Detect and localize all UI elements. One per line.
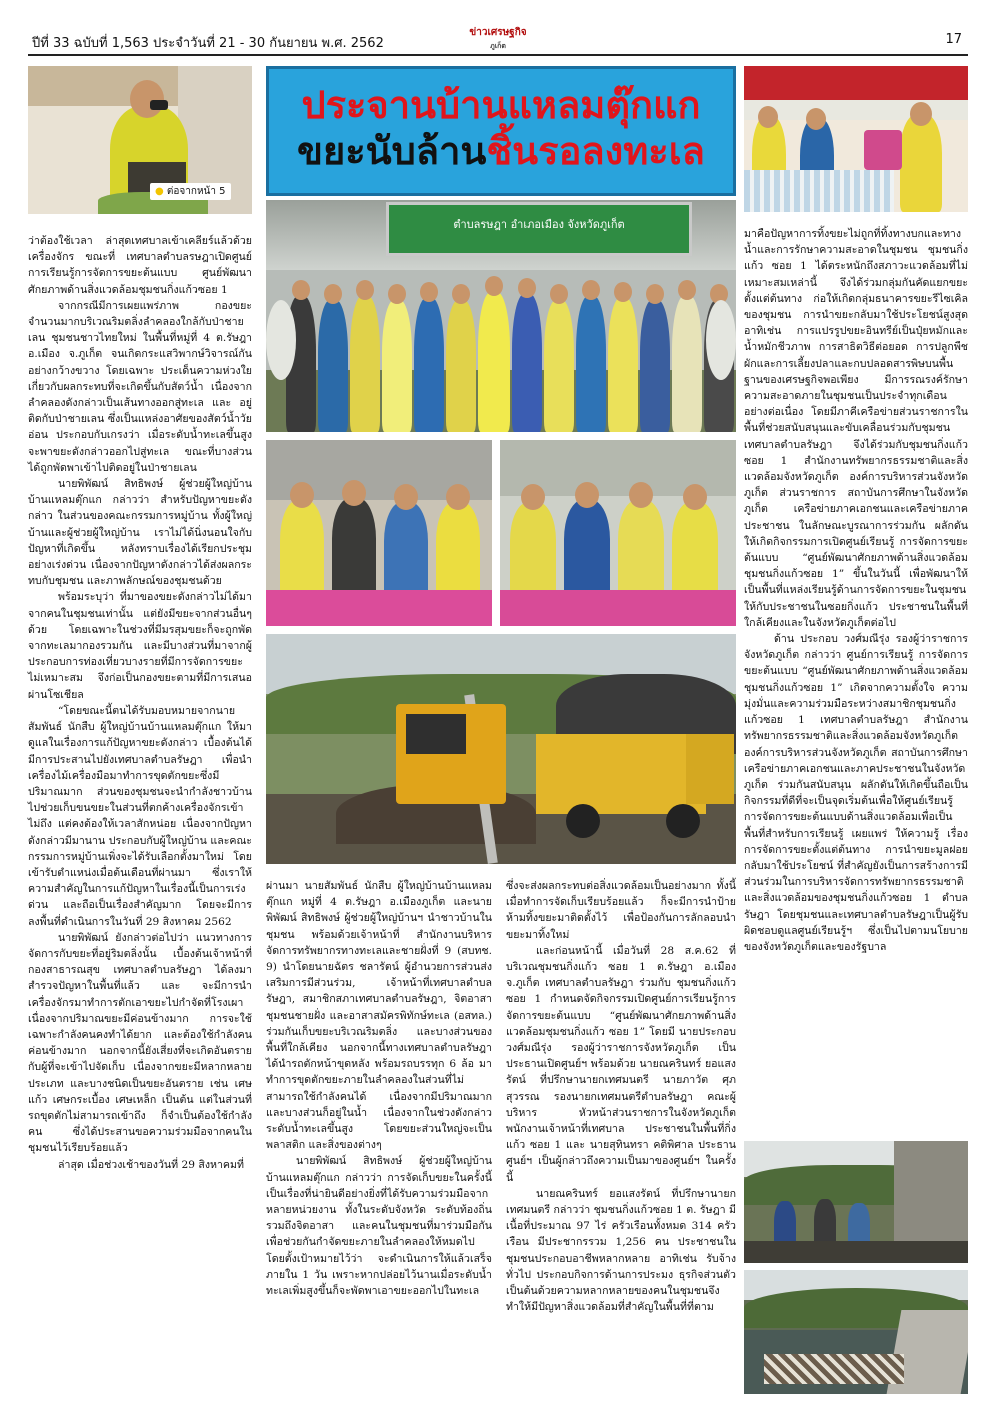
continued-text: ต่อจากหน้า 5 (166, 186, 226, 197)
logo-text: ข่าวเศรษฐกิจ (469, 27, 527, 38)
page-number: 17 (945, 32, 962, 47)
article-column-3 (506, 878, 736, 1315)
col1-para: ล่าสุด เมื่อช่วงเช้าของวันที่ 29 สิงหาคมที่ (58, 1158, 244, 1171)
headline-line2b: ชิ้นรอลงทะเล (486, 129, 705, 173)
masthead-logo (458, 26, 538, 52)
col4-para: ด้าน ประกอบ วงศ์มณีรุ่ง รองผู้ว่าราชการจังหวัดภูเก็ต กล่าวว่า ศูนย์การเรียนรู้ การจัดการขยะต้นแบบ “ศูนย์พัฒนาศักยภาพด้านสิ่งแวดล้อมชุมชนกิ่งแก้วซอย 1” เกิดจากความตั้งใจ ความมุ่งมั่นและความร่วมมือระหว่างสมาชิกชุมชนกิ่งแก้วซอย 1 เทศบาลตำบลรัษฎา สำนักงานทรัพยากรธรรมชาติและสิ่งแวดล้อมจังหวัดภูเก็ต องค์การบริหารส่วนจังหวัดภูเก็ต สถาบันการศึกษาเครือข่ายภาคเอกชนและภาคประชาชนในจังหวัดภูเก็ต ร่วมกันสนับสนุน ผลักดันให้เกิดขึ้นถือเป็นกิจกรรมที่ดีที่จะเป็นจุดเริ่มต้นเพื่อให้ศูนย์เรียนรู้ การจัดการขยะต้นแบบด้านสิ่งแวดล้อมเพื่อเป็นพื้นที่สำหรับการเรียนรู้ เผยแพร่ ให้ความรู้ เรื่องการจัดการขยะตั้งแต่ต้นทาง การนำขยะมูลฝอยกลับมาใช้ประโยชน์ ที่สำคัญยังเป็นการสร้างการมีส่วนร่วมในการบริหารจัดการทรัพยากรธรรมชาติและสิ่งแวดล้อมของชุมชนกิ่งแก้วซอย 1 ตำบลรัษฎา โดยชุมชนและเทศบาลตำบลรัษฎาเป็นผู้รับผิดชอบดูแลศูนย์เรียนรู้ฯ ซึ่งเป็นไปตามนโยบายของจังหวัดภูเก็ตและของรัฐบาล (744, 633, 968, 953)
page-header (28, 27, 968, 56)
headline-line1: ประจานบ้านแหลมตุ๊กแก (301, 83, 701, 127)
dump-truck (536, 734, 706, 814)
col1-para: นายพิพัฒน์ สิทธิพงษ์ ผู้ช่วยผู้ใหญ่บ้านบ้านแหลมตุ๊กแก กล่าวว่า สำหรับปัญหาขยะดังกล่าว ในส่วนของคณะกรรมการหมู่บ้าน ทั้งผู้ใหญ่บ้านและผู้ช่วยผู้ใหญ่บ้าน เราไม่ได้นิ่งนอนใจกับปัญหาที่เกิดขึ้น หลังทราบเรื่องได้เรียกประชุมอย่างเร่งด่วน เนื่องจากปัญหาดังกล่าวได้ส่งผลกระทบกับชุมชน และภาพลักษณ์ของชุมชนด้วย (28, 478, 252, 588)
article-column-1 (28, 233, 252, 1173)
continued-from-label (150, 183, 231, 200)
headline-box (266, 66, 736, 196)
photo-canal-garbage (744, 1270, 968, 1394)
photo-audience-right (500, 440, 736, 626)
col1-para: “โดยขณะนี้ตนได้รับมอบหมายจากนายสัมพันธ์ นักสืบ ผู้ใหญ่บ้านบ้านแหลมตุ๊กแก ให้มาดูแลในเรื่องการแก้ปัญหาขยะดังกล่าว เบื้องต้นได้มีการประสานไปยังเทศบาลตำบลรัษฎา เพื่อนำเครื่องไม้เครื่องมือมาทำการขุดตักขยะซึ่งมีปริมาณมาก ส่วนของชุมชนจะนำกำลังชาวบ้านไปช่วยเก็บขนขยะในส่วนที่ตกค้างเครื่องจักรเข้าไม่ถึง แต่คงต้องให้เวลาสักหน่อย เนื่องจากปัญหาดังกล่าวมีมานาน ประกอบกับผู้ใหญ่บ้าน และคณะกรรมการหมู่บ้านเพิ่งจะได้รับเลือกตั้งมาใหม่ โดยเข้ารับตำแหน่งเมื่อต้นเดือนที่ผ่านมา ซึ่งเราให้ความสำคัญในการแก้ปัญหาในเรื่องนี้เป็นการเร่งด่วน และถือเป็นเรื่องสำคัญมาก โดยจะมีการลงพื้นที่ดำเนินการในวันที่ 29 สิงหาคม 2562 (28, 704, 252, 928)
col2-para: นายพิพัฒน์ สิทธิพงษ์ ผู้ช่วยผู้ใหญ่บ้านบ้านแหลมตุ๊กแก กล่าวว่า การจัดเก็บขยะในครั้งนี้เป็นเรื่องที่น่ายินดีอย่างยิ่งที่ได้รับความร่วมมือจากหลายหน่วยงาน ทั้งในระดับจังหวัด ระดับท้องถิ่น รวมถึงจิตอาสา และคนในชุมชนที่มาร่วมมือกันเพื่อช่วยกันกำจัดขยะภายในลำคลองให้หมดไป โดยตั้งเป้าหมายไว้ว่า จะดำเนินการให้แล้วเสร็จภายใน 1 วัน เพราะหากปล่อยไว้นานเมื่อระดับน้ำทะเลเพิ่มสูงขึ้นก็จะพัดพาเอาขยะออกไปในทะเล (266, 1155, 492, 1298)
photo-cleanup-workers (744, 1141, 968, 1263)
bullet-icon: ● (155, 186, 164, 197)
sign-text: ตำบลรษฎา อำเภอเมือง จังหวัดภูเก็ต (453, 218, 625, 231)
headline-line2 (269, 127, 733, 175)
logo-subtext: ภูเก็ต (490, 41, 506, 50)
col3-para: และก่อนหน้านี้ เมื่อวันที่ 28 ส.ค.62 ที่บริเวณชุมชนกิ่งแก้ว ซอย 1 ต.รัษฎา อ.เมือง จ.ภูเก็ต เทศบาลตำบลรัษฎา ร่วมกับ ชุมชนกิ่งแก้ว ซอย 1 กำหนดจัดกิจกรรมเปิดศูนย์การเรียนรู้การจัดการขยะต้นแบบ “ศูนย์พัฒนาศักยภาพด้านสิ่งแวดล้อมชุมชนกิ่งแก้ว ซอย 1” โดยมี นายประกอบ วงศ์มณีรุ่ง รองผู้ว่าราชการจังหวัดภูเก็ต เป็นประธานเปิดศูนย์ฯ พร้อมด้วย นายณครินทร์ ยอแสงรัตน์ ที่ปรึกษานายกเทศมนตรี นายภาวัต ศุภสุวรรณ รองนายกเทศมนตรีตำบลรัษฎา คณะผู้บริหาร หัวหน้าส่วนราชการในจังหวัดภูเก็ต พนักงานเจ้าหน้าที่เทศบาล ประชาชนในพื้นที่กิ่งแก้ว ซอย 1 และ นายสุทินทรา คติพิศาล ประธานศูนย์ฯ เป็นผู้กล่าวถึงความเป็นมาของศูนย์ฯ ในครั้งนี้ (506, 944, 736, 1184)
photo-group-opening (266, 200, 736, 432)
photo-excavator-truck (266, 634, 736, 864)
headline-line2a: ขยะนับล้าน (297, 129, 487, 173)
photo-product-display (744, 66, 968, 212)
issue-info: ปีที่ 33 ฉบับที่ 1,563 ประจำวันที่ 21 - 30 กันยายน พ.ศ. 2562 (32, 36, 384, 51)
col1-para: ว่าต้องใช้เวลา ล่าสุดเทศบาลเข้าเคลียร์แล้วด้วยเครื่องจักร ขณะที่ เทศบาลตำบลรษฎาเปิดศูนย์การเรียนรู้การจัดการขยะต้นแบบ ศูนย์พัฒนาศักยภาพด้านสิ่งแวดล้อมชุมชนกิ่งแก้วซอย 1 (28, 235, 252, 296)
col4-para: มาคือปัญหาการทิ้งขยะไม่ถูกที่ทิ้งทางบกและทางน้ำและการรักษาความสะอาดในชุมชน ชุมชนกิ่งแก้ว ซอย 1 ได้ตระหนักถึงสภาวะแวดล้อมที่ไม่เหมาะสมเหล่านี้ จึงได้ร่วมกลุ่มกันคัดแยกขยะตั้งแต่ต้นทาง ก่อให้เกิดกลุ่มธนาคารขยะรีไซเคิลของชุมชน การนำขยะกลับมาใช้ประโยชน์สูงสุดอาทิเช่น การแปรรูปขยะอินทรีย์เป็นปุ๋ยหมักและน้ำหมักชีวภาพ การสาธิตวิธีต่อยอด การปลูกพืชผักและการเลี้ยงปลาและกบปลอดสารพิษบนพื้นฐานของเศรษฐกิจพอเพียง มีการรณรงค์รักษาความสะอาดภายในชุมชนเป็นประจำทุกเดือนอย่างต่อเนื่อง โดยมีภาคีเครือข่ายส่วนราชการในพื้นที่ช่วยสนับสนุนและขับเคลื่อนร่วมกับชุมชน เทศบาลตำบลรัษฎา จึงได้ร่วมกับชุมชนกิ่งแก้วซอย 1 สำนักงานทรัพยากรธรรมชาติและสิ่งแวดล้อมจังหวัดภูเก็ต องค์การบริหารส่วนจังหวัดภูเก็ต ส่วนราชการ สถาบันการศึกษาในจังหวัดภูเก็ต เครือข่ายภาคเอกชนและเครือข่ายภาคประชาชน ในลักษณะบูรณาการร่วมกัน ผลักดันให้เกิดกิจกรรมการเปิดศูนย์เรียนรู้ การจัดการขยะต้นแบบ “ศูนย์พัฒนาศักยภาพด้านสิ่งแวดล้อมชุมชนกิ่งแก้วซอย 1” ขึ้นในวันนี้ เพื่อพัฒนาให้เป็นพื้นที่แหล่งเรียนรู้ด้านการจัดการขยะในชุมชนให้กับประชาชนในซอยกิ่งแก้ว ประชาชนในพื้นที่ใกล้เคียงและในจังหวัดภูเก็ตต่อไป (744, 228, 968, 629)
article-column-4 (744, 226, 968, 955)
col3-para: ซึ่งจะส่งผลกระทบต่อสิ่งแวดล้อมเป็นอย่างมาก ทั้งนี้เมื่อทำการจัดเก็บเรียบร้อยแล้ว ก็จะมีการนำป้ายห้ามทิ้งขยะมาติดตั้งไว้ เพื่อป้องกันการลักลอบนำขยะมาทิ้งใหม่ (506, 880, 736, 941)
photo-audience-left (266, 440, 492, 626)
article-column-2 (266, 878, 492, 1299)
col2-para: ผ่านมา นายสัมพันธ์ นักสืบ ผู้ใหญ่บ้านบ้านแหลมตุ๊กแก หมู่ที่ 4 ต.รัษฎา อ.เมืองภูเก็ต และนายพิพัฒน์ สิทธิพงษ์ ผู้ช่วยผู้ใหญ่บ้านฯ นำชาวบ้านในชุมชน พร้อมด้วยเจ้าหน้าที่ สำนักงานบริหารจัดการทรัพยากรทางทะเลและชายฝั่งที่ 9 (สบทช. 9) นำโดยนายฉัตร ชลารัตน์ ผู้อำนวยการส่วนส่งเสริมการมีส่วนร่วม, เจ้าหน้าที่เทศบาลตำบลรัษฎา, สมาชิกสภาเทศบาลตำบลรัษฎา, จิตอาสาชุมชนชายฝั่ง และอาสาสมัครพิทักษ์ทะเล (อสทล.) ร่วมกันเก็บขยะบริเวณริมตลิ่ง และบางส่วนของพื้นที่ใกล้เคียง นอกจากนี้ทางเทศบาลตำบลรัษฎาได้นำรถตักหน้าขุดหลัง พร้อมรถบรรทุก 6 ล้อ มาทำการขุดตักขยะภายในลำคลองในส่วนที่ไม่สามารถใช้กำลังคนได้ เนื่องจากมีปริมาณมาก และบางส่วนก็อยู่ในน้ำ เนื่องจากในช่วงดังกล่าวระดับน้ำทะเลขึ้นสูง โดยขยะส่วนใหญ่จะเป็นพลาสติก และสิ่งของต่างๆ (266, 880, 492, 1152)
col1-para: จากกรณีมีการเผยแพร่ภาพ กองขยะจำนวนมากบริเวณริมตลิ่งลำคลองใกล้กับป่าชายเลน ชุมชนชาวไทยใหม่ ในพื้นที่หมู่ที่ 4 ต.รัษฎา อ.เมือง จ.ภูเก็ต จนเกิดกระแสวิพากษ์วิจารณ์กันอย่างกว้างขวาง โดยเฉพาะ ประเด็นความห่วงใยเกี่ยวกับผลกระทบที่จะเกิดขึ้นกับสัตว์น้ำ เนื่องจากลำคลองดังกล่าวเป็นเส้นทางออกสู่ทะเล และ อยู่ติดกับป่าชายเลน ซึ่งเป็นแหล่งอาศัยของสัตว์น้ำวัยอ่อน ประกอบกับเกรงว่า เมื่อระดับน้ำทะเลขึ้นสูงจะพาขยะดังกล่าวออกไปสู่ทะเล ขณะที่บางส่วนได้ถูกพัดพาเข้าไปติดอยู่ในป่าชายเลน (28, 299, 252, 474)
col3-para: นายณครินทร์ ยอแสงรัตน์ ที่ปรึกษานายกเทศมนตรี กล่าวว่า ชุมชนกิ่งแก้วซอย 1 ต. รัษฎา มีเนื้อที่ประมาณ 97 ไร่ ครัวเรือนทั้งหมด 314 ครัวเรือน มีประชากรรวม 1,256 คน ประชาชนในชุมชนประกอบอาชีพหลากหลาย อาทิเช่น รับจ้างทั่วไป ประกอบกิจการด้านการประมง ธุรกิจส่วนตัว เป็นต้นด้วยความหลากหลายของคนในชุมชนจึงทำให้มีปัญหาสิ่งแวดล้อมที่สำคัญในพื้นที่ที่ตาม (506, 1187, 736, 1314)
sign-board (386, 202, 692, 256)
col1-para: พร้อมระบุว่า ที่มาของขยะดังกล่าวไม่ได้มาจากคนในชุมชนเท่านั้น แต่ยังมีขยะจากส่วนอื่นๆ ด้วย โดยเฉพาะในช่วงที่มีมรสุมขยะก็จะถูกพัดจากทะเลมากองรวมกัน และมีบางส่วนที่มาจากผู้ประกอบการท่องเที่ยวบางรายที่มีการจัดการขยะไม่เหมาะสม จึงก่อเป็นกองขยะตามที่มีการเสนอผ่านโซเชียล (28, 591, 252, 701)
col1-para: นายพิพัฒน์ ยังกล่าวต่อไปว่า แนวทางการจัดการกับขยะที่อยู่ริมตลิ่งนั้น เบื้องต้นเจ้าหน้าที่กองสาธารณสุข เทศบาลตำบลรัษฎา ได้ลงมาสำรวจปัญหาในพื้นที่แล้ว และ จะมีการนำเครื่องจักรมาทำการตักเอาขยะไปกำจัดที่โรงเผา เนื่องจากปริมาณขยะมีค่อนข้างมาก การจะใช้เฉพาะกำลังคนคงทำได้ยาก และต้องใช้กำลังคนค่อนข้างมาก นอกจากนี้ยังเสี่ยงที่จะเกิดอันตรายกับผู้ที่จะเข้าไปจัดเก็บ เนื่องจากขยะมีหลากหลายประเภท และบางชนิดเป็นขยะอันตราย เช่น เศษแก้ว เศษกระเบื้อง เศษเหล็ก เป็นต้น แต่ในส่วนที่รถขุดตักไม่สามารถเข้าถึง ก็จำเป็นต้องใช้กำลังคน ซึ่งได้ประสานขอความร่วมมือจากคนในชุมชนไว้เรียบร้อยแล้ว (28, 931, 252, 1155)
